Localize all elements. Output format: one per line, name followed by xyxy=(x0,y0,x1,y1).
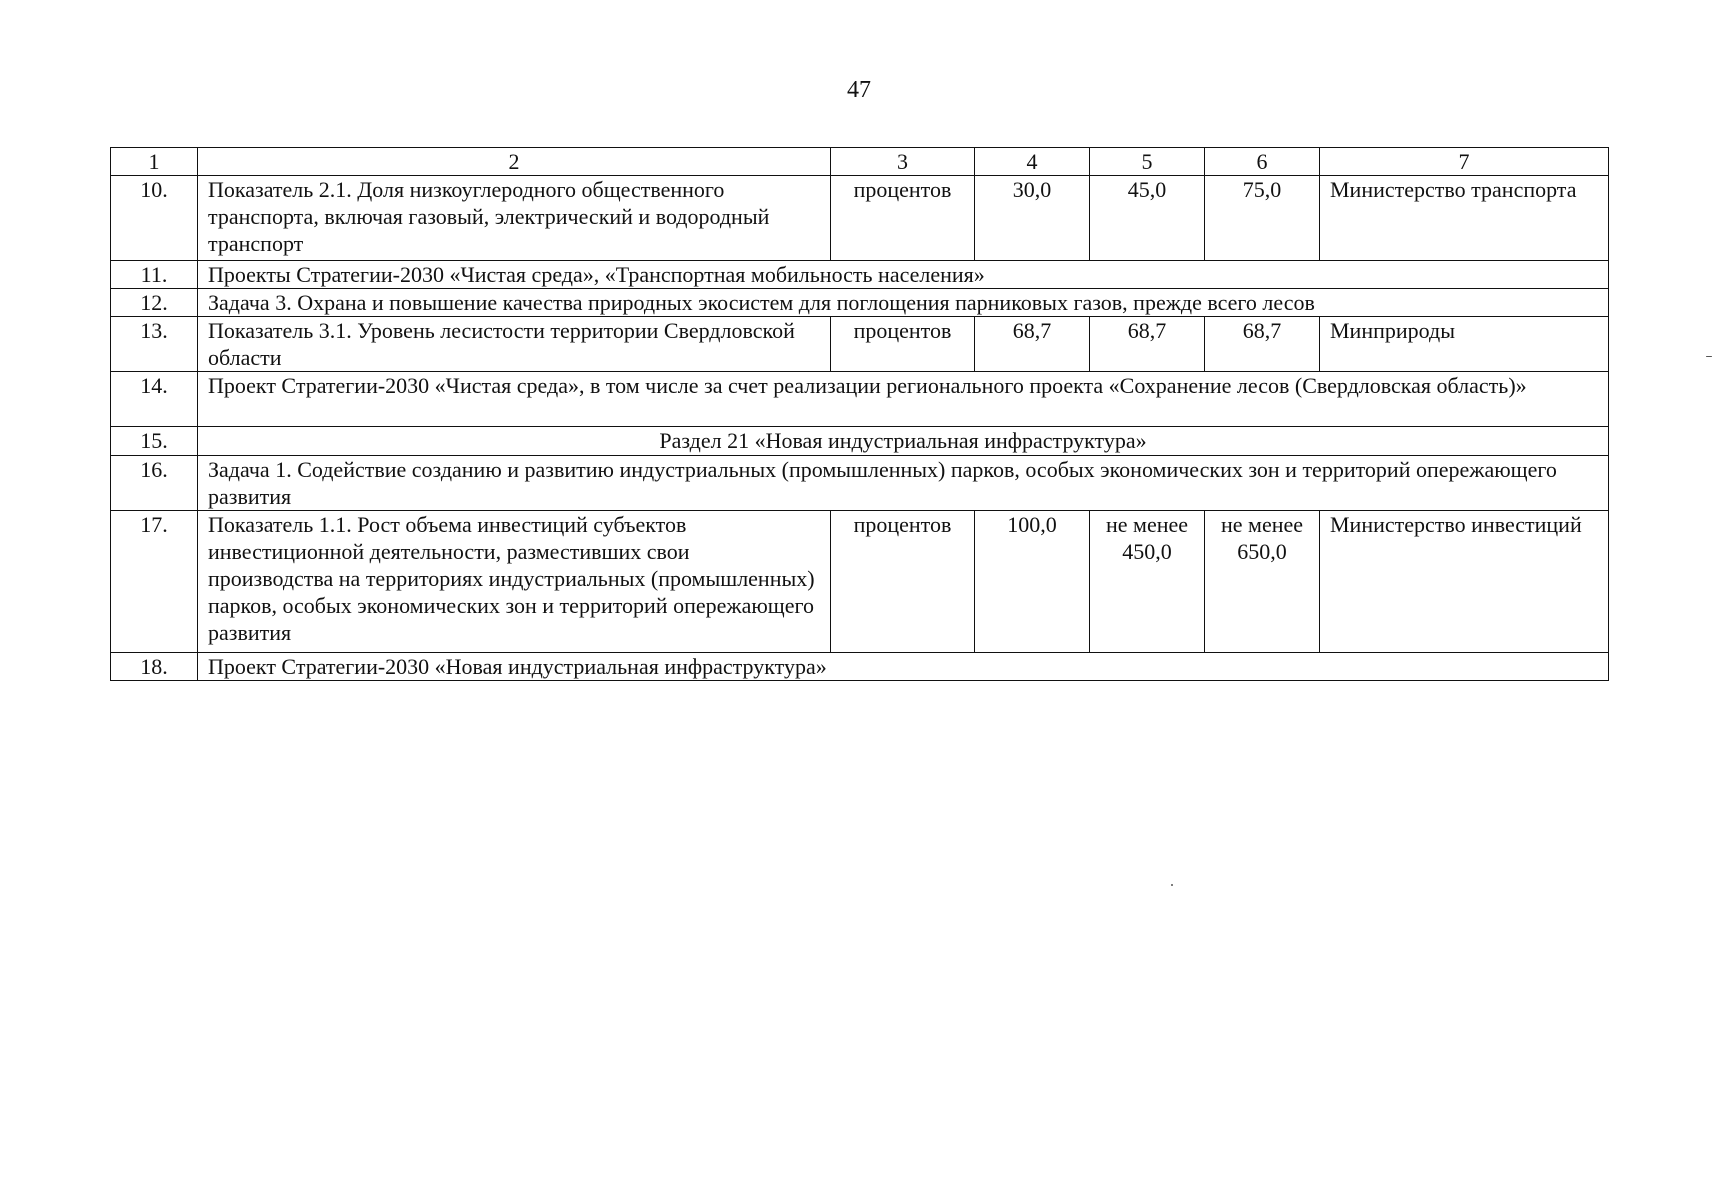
table-row xyxy=(111,456,1609,511)
column-header: 5 xyxy=(1090,148,1205,176)
responsible-cell: Министерство инвестиций xyxy=(1320,511,1609,653)
table-row xyxy=(111,511,1609,653)
unit-cell: процентов xyxy=(831,511,975,653)
value-cell: 75,0 xyxy=(1205,176,1320,261)
value-cell: не менее 650,0 xyxy=(1205,511,1320,653)
scan-speck xyxy=(1706,356,1712,357)
responsible-cell: Минприроды xyxy=(1320,317,1609,372)
unit-cell: процентов xyxy=(831,317,975,372)
responsible-cell: Министерство транспорта xyxy=(1320,176,1609,261)
row-number: 16. xyxy=(111,456,198,511)
row-number: 18. xyxy=(111,653,198,681)
value-cell: 68,7 xyxy=(1090,317,1205,372)
value-cell: 100,0 xyxy=(975,511,1090,653)
project-text: Проект Стратегии-2030 «Новая индустриальная инфраструктура» xyxy=(198,653,1609,681)
column-header: 7 xyxy=(1320,148,1609,176)
task-text: Задача 3. Охрана и повышение качества природных экосистем для поглощения парниковых газов, прежде всего лесов xyxy=(198,289,1609,317)
section-title: Раздел 21 «Новая индустриальная инфраструктура» xyxy=(198,427,1609,456)
value-cell: 68,7 xyxy=(1205,317,1320,372)
indicator-text: Показатель 2.1. Доля низкоуглеродного общественного транспорта, включая газовый, электрический и водородный транспорт xyxy=(198,176,831,261)
row-number: 11. xyxy=(111,261,198,289)
table-row xyxy=(111,289,1609,317)
value-cell: 68,7 xyxy=(975,317,1090,372)
value-cell: 45,0 xyxy=(1090,176,1205,261)
value-cell: 30,0 xyxy=(975,176,1090,261)
table-row xyxy=(111,261,1609,289)
column-header: 1 xyxy=(111,148,198,176)
row-number: 14. xyxy=(111,372,198,427)
row-number: 12. xyxy=(111,289,198,317)
column-number-row xyxy=(111,148,1609,176)
column-header: 2 xyxy=(198,148,831,176)
row-number: 10. xyxy=(111,176,198,261)
row-number: 17. xyxy=(111,511,198,653)
table-row xyxy=(111,317,1609,372)
page-number: 47 xyxy=(847,77,871,103)
value-cell: не менее 450,0 xyxy=(1090,511,1205,653)
scan-speck xyxy=(1171,884,1173,886)
column-header: 3 xyxy=(831,148,975,176)
row-number: 15. xyxy=(111,427,198,456)
task-text: Задача 1. Содействие созданию и развитию индустриальных (промышленных) парков, особых экономических зон и территорий опережающего развития xyxy=(198,456,1609,511)
project-text: Проекты Стратегии-2030 «Чистая среда», «Транспортная мобильность населения» xyxy=(198,261,1609,289)
row-number: 13. xyxy=(111,317,198,372)
project-text: Проект Стратегии-2030 «Чистая среда», в том числе за счет реализации регионального проекта «Сохранение лесов (Свердловская область)» xyxy=(198,372,1609,427)
table-row xyxy=(111,653,1609,681)
indicator-text: Показатель 3.1. Уровень лесистости территории Свердловской области xyxy=(198,317,831,372)
table-row xyxy=(111,176,1609,261)
table-row xyxy=(111,372,1609,427)
indicators-table xyxy=(110,147,1609,681)
column-header: 4 xyxy=(975,148,1090,176)
table-row xyxy=(111,427,1609,456)
unit-cell: процентов xyxy=(831,176,975,261)
indicator-text: Показатель 1.1. Рост объема инвестиций субъектов инвестиционной деятельности, разместивших свои производства на территориях индустриальных (промышленных) парков, особых экономических зон и территорий опережающего развития xyxy=(198,511,831,653)
column-header: 6 xyxy=(1205,148,1320,176)
